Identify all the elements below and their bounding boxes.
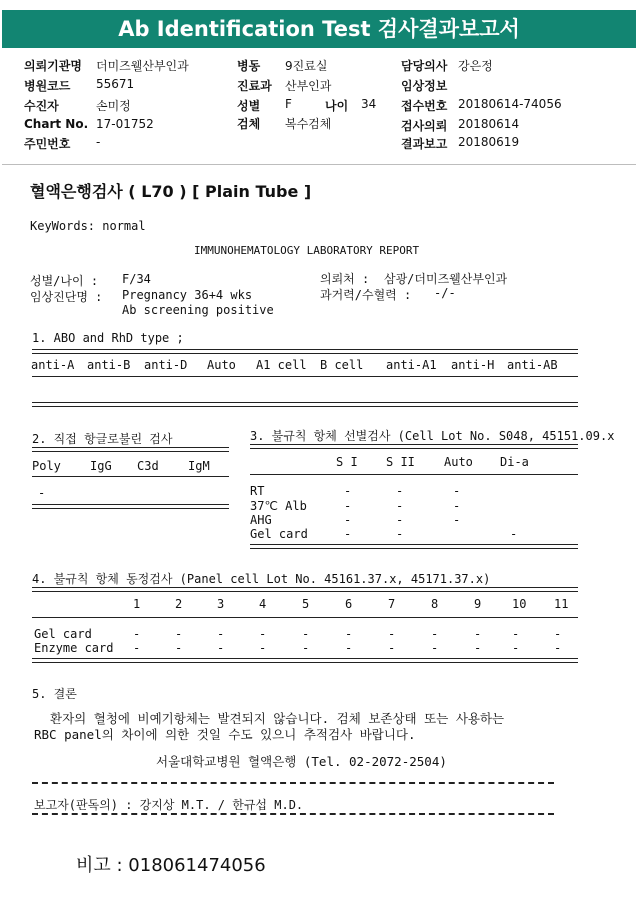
rule [250, 544, 578, 549]
screening-cell: - [396, 527, 404, 541]
diagnosis-label: 임상진단명 : [30, 290, 103, 304]
screening-cell: - [344, 499, 352, 513]
identification-col-header: 1 [133, 597, 141, 611]
reporter-line: 보고자(판독의) : 강지상 M.T. / 한규섭 M.D. [34, 798, 304, 812]
rule [32, 813, 554, 815]
screening-col-3: Di-a [500, 455, 529, 469]
keywords: KeyWords: normal [30, 219, 146, 233]
identification-cell: - [474, 641, 482, 655]
identification-cell: - [554, 641, 562, 655]
identification-cell: - [388, 641, 396, 655]
identification-cell: - [175, 641, 183, 655]
referral-label: 의뢰처 : [320, 272, 370, 286]
hospital-code-label: 병원코드 [24, 79, 71, 93]
request-date-label: 검사의뢰 [401, 119, 448, 133]
identification-col-header: 10 [512, 597, 527, 611]
specimen-value: 복수검체 [285, 117, 332, 131]
rule [32, 587, 578, 592]
abo-col-0: anti-A [31, 358, 75, 372]
hospital-code-row [24, 77, 135, 94]
identification-cell: - [259, 641, 267, 655]
hospital-name-label: 의뢰기관명 [24, 59, 82, 73]
resident-no-value: - [96, 135, 101, 149]
abo-col-6: anti-A1 [386, 358, 437, 372]
identification-cell: - [431, 627, 439, 641]
sex-value: F [285, 97, 292, 111]
resident-no-label: 주민번호 [24, 137, 71, 151]
screening-row-label: RT [250, 484, 265, 498]
identification-col-header: 8 [431, 597, 439, 611]
identification-cell: - [302, 627, 310, 641]
identification-col-header: 5 [302, 597, 310, 611]
dat-col-2: C3d [137, 459, 159, 473]
report-banner: Ab Identification Test 검사결과보고서 [2, 10, 636, 48]
dat-section-title: 2. 직접 항글로불린 검사 [32, 432, 173, 446]
ward-value: 9진료실 [285, 59, 328, 73]
sex-age-label: 성별/나이 : [30, 274, 99, 288]
department-value: 산부인과 [285, 79, 332, 93]
screening-cell: - [396, 499, 404, 513]
identification-cell: - [512, 627, 520, 641]
age-label: 나이 [325, 99, 349, 113]
rule [32, 349, 578, 354]
identification-col-header: 7 [388, 597, 396, 611]
age-row [325, 97, 377, 114]
identification-cell: - [512, 641, 520, 655]
dat-col-1: IgG [90, 459, 112, 473]
patient-label: 수진자 [24, 99, 59, 113]
identification-cell: - [345, 627, 353, 641]
rule [250, 474, 578, 475]
identification-col-header: 2 [175, 597, 183, 611]
screening-row-label: 37℃ Alb [250, 499, 307, 513]
abo-col-3: Auto [207, 358, 236, 372]
remark: 비고 : 018061474056 [76, 855, 266, 876]
conclusion-title: 5. 결론 [32, 687, 77, 701]
report-date-label: 결과보고 [401, 137, 448, 151]
chart-no-value: 17-01752 [96, 117, 154, 131]
identification-cell: - [431, 641, 439, 655]
receipt-no-row [401, 97, 562, 114]
rule [32, 782, 554, 784]
hospital-code-value: 55671 [96, 77, 135, 91]
transfusion-value: -/- [434, 286, 456, 300]
screening-cell: - [453, 484, 461, 498]
clinical-info-label: 임상정보 [401, 79, 448, 93]
abo-section-title: 1. ABO and RhD type ; [32, 331, 184, 345]
rule [250, 444, 578, 449]
identification-row-label: Gel card [34, 627, 92, 641]
screening-cell: - [396, 513, 404, 527]
dat-col-0: Poly [32, 459, 61, 473]
doctor-label: 담당의사 [401, 59, 448, 73]
transfusion-label: 과거력/수혈력 : [320, 288, 412, 302]
chart-no-row [24, 117, 154, 131]
ward-label: 병동 [237, 59, 261, 73]
department-label: 진료과 [237, 79, 272, 93]
patient-row [24, 97, 131, 114]
specimen-row [237, 115, 332, 132]
identification-col-header: 6 [345, 597, 353, 611]
lab-report-title: IMMUNOHEMATOLOGY LABORATORY REPORT [194, 244, 420, 257]
institution-line: 서울대학교병원 혈액은행 (Tel. 02-2072-2504) [156, 754, 447, 769]
abo-col-2: anti-D [144, 358, 188, 372]
doctor-value: 강은정 [458, 59, 493, 73]
screening-col-0: S I [336, 455, 358, 469]
sex-label: 성별 [237, 99, 261, 113]
abo-col-7: anti-H [451, 358, 495, 372]
diagnosis-line2: Ab screening positive [122, 303, 274, 317]
header-divider [2, 164, 636, 165]
abo-col-4: A1 cell [256, 358, 307, 372]
dat-col-3: IgM [188, 459, 210, 473]
screening-cell: - [510, 527, 518, 541]
resident-no-row [24, 135, 101, 152]
rule [32, 476, 229, 477]
screening-cell: - [344, 484, 352, 498]
rule [32, 658, 578, 663]
patient-value: 손미정 [96, 99, 131, 113]
report-date-value: 20180619 [458, 135, 520, 149]
chart-no-label: Chart No. [24, 117, 89, 131]
identification-cell: - [302, 641, 310, 655]
identification-cell: - [345, 641, 353, 655]
identification-cell: - [259, 627, 267, 641]
abo-col-8: anti-AB [507, 358, 558, 372]
dat-poly-value: - [38, 486, 46, 500]
identification-col-header: 11 [554, 597, 569, 611]
identification-cell: - [217, 627, 225, 641]
identification-row-label: Enzyme card [34, 641, 114, 655]
request-date-value: 20180614 [458, 117, 520, 131]
specimen-label: 검체 [237, 117, 261, 131]
identification-cell: - [474, 627, 482, 641]
identification-cell: - [388, 627, 396, 641]
identification-col-header: 9 [474, 597, 482, 611]
screening-row-label: Gel card [250, 527, 308, 541]
screening-cell: - [396, 484, 404, 498]
request-date-row [401, 117, 520, 134]
screening-cell: - [344, 527, 352, 541]
screening-cell: - [453, 499, 461, 513]
referral-value: 삼광/더미즈웰산부인과 [384, 272, 508, 286]
diagnosis-line1: Pregnancy 36+4 wks [122, 288, 253, 302]
abo-col-1: anti-B [87, 358, 131, 372]
screening-section-title: 3. 불규칙 항체 선별검사 (Cell Lot No. S048, 45151.09.x [250, 429, 615, 443]
identification-section-title: 4. 불규칙 항체 동정검사 (Panel cell Lot No. 45161.37.x, 45171.37.x) [32, 572, 491, 586]
screening-row-label: AHG [250, 513, 272, 527]
rule [32, 376, 578, 377]
identification-cell: - [133, 641, 141, 655]
department-row [237, 77, 332, 94]
sex-row [237, 97, 292, 114]
clinical-info-row [401, 77, 447, 94]
conclusion-line2: RBC panel의 차이에 의한 것일 수도 있으니 추적검사 바랍니다. [34, 727, 416, 742]
rule [32, 447, 229, 452]
doctor-row [401, 57, 493, 74]
rule [32, 504, 229, 509]
conclusion-line1: 환자의 혈청에 비예기항체는 발견되지 않습니다. 검체 보존상태 또는 사용하는 [50, 711, 505, 726]
identification-cell: - [133, 627, 141, 641]
report-date-row [401, 135, 520, 152]
report-title: 혈액은행검사 ( L70 ) [ Plain Tube ] [30, 182, 312, 201]
sex-age-value: F/34 [122, 272, 151, 286]
screening-cell: - [344, 513, 352, 527]
hospital-name-value: 더미즈웰산부인과 [96, 59, 189, 73]
screening-cell: - [453, 513, 461, 527]
age-value: 34 [361, 97, 377, 111]
ward-row [237, 57, 328, 74]
identification-cell: - [554, 627, 562, 641]
receipt-no-value: 20180614-74056 [458, 97, 562, 111]
abo-col-5: B cell [320, 358, 364, 372]
rule [32, 402, 578, 407]
identification-col-header: 3 [217, 597, 225, 611]
hospital-name-row [24, 57, 189, 74]
screening-col-1: S II [386, 455, 415, 469]
identification-col-header: 4 [259, 597, 267, 611]
receipt-no-label: 접수번호 [401, 99, 448, 113]
rule [32, 617, 578, 618]
identification-cell: - [217, 641, 225, 655]
identification-cell: - [175, 627, 183, 641]
screening-col-2: Auto [444, 455, 473, 469]
